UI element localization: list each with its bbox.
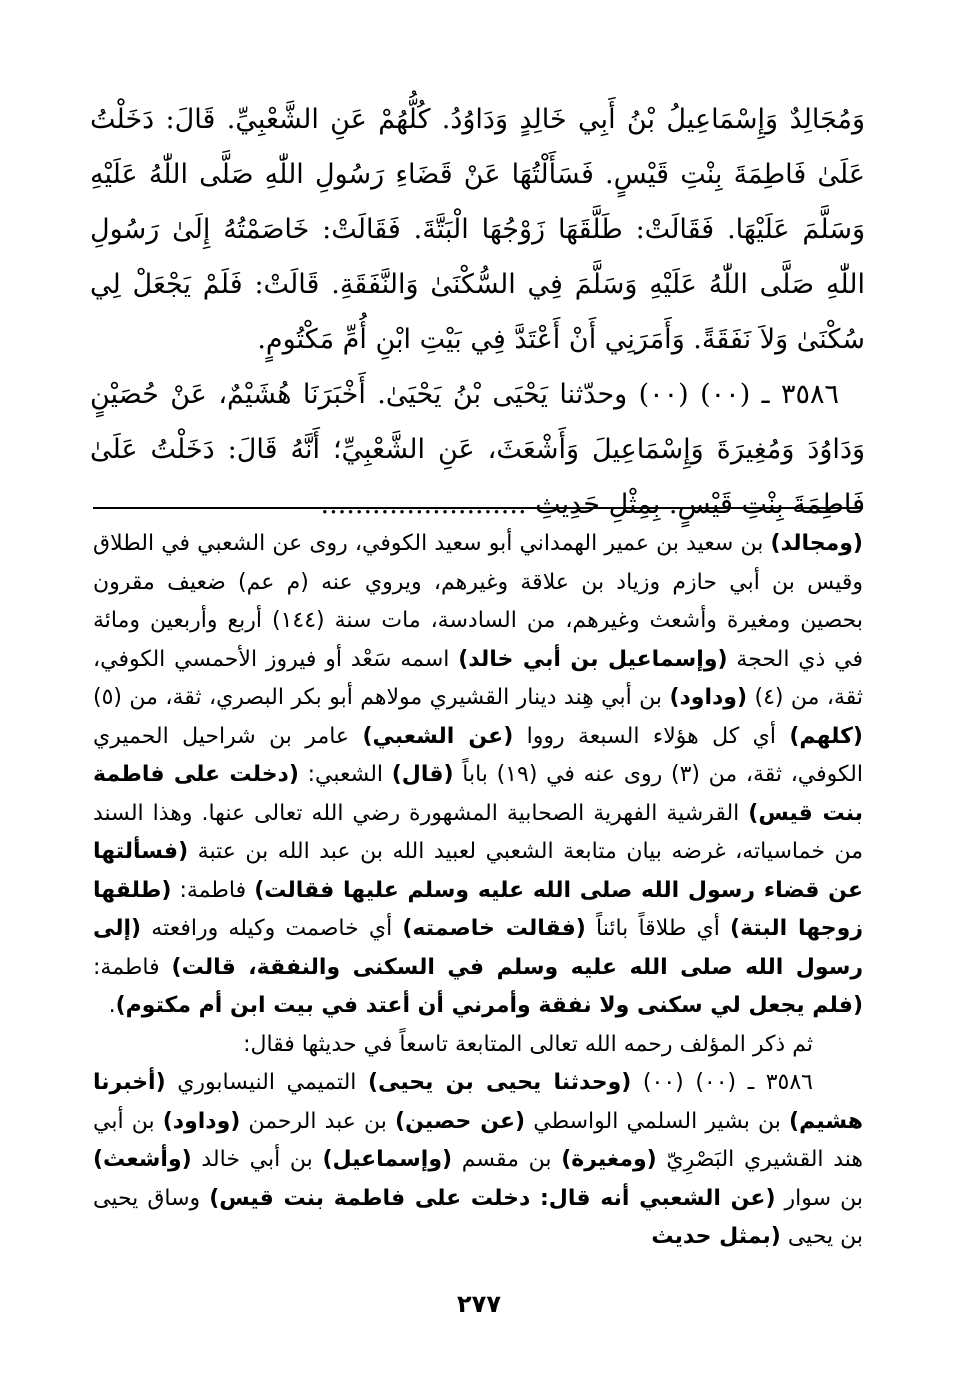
- bold-citation: (عن الشعبي أنه قال: دخلت على فاطمة بنت قيس): [209, 1185, 776, 1211]
- commentary-paragraph: ثم ذكر المؤلف رحمه الله تعالى المتابعة تاسعاً في حديثها فقال:: [243, 1031, 813, 1057]
- commentary-text: الشعبي:: [298, 762, 392, 787]
- bold-citation: (وإسماعيل بن أبي خالد): [458, 646, 728, 672]
- bold-citation: (وداود): [162, 1108, 241, 1134]
- commentary-text: ٣٥٨٦ ـ (٠٠) (٠٠): [631, 1070, 813, 1095]
- commentary-text: بن بشير السلمي الواسطي: [525, 1108, 790, 1134]
- commentary-text: القرشية الفهرية الصحابية المشهورة رضي الله تعالى عنها. وهذا السند من خماسياته، غرضه بيان متابعة الشعبي لعبيد الله بن عبد الله بن عتبة: [93, 800, 863, 864]
- bold-citation: (ومجالد): [770, 531, 863, 556]
- bold-citation: (وحدثنا يحيى بن يحيى): [368, 1070, 632, 1095]
- bold-citation: (أخبرنا هشيم): [93, 1070, 863, 1134]
- commentary-text: بن أبي هِند دينار القشيري مولاهم أبو بكر البصري، ثقة، من (٥): [93, 685, 670, 710]
- bold-citation: (قال): [391, 762, 454, 787]
- commentary-text: بن عبد الرحمن: [240, 1108, 396, 1134]
- bold-citation: (وأشعث): [93, 1147, 192, 1172]
- bold-citation: (إلى رسول الله صلى الله عليه وسلم في السكنى والنفقة، قالت): [93, 916, 863, 980]
- bold-citation: (وداود): [669, 685, 748, 710]
- commentary-text: .: [108, 993, 116, 1018]
- commentary-text: عامر بن شراحيل الحميري الكوفي، ثقة، من (٣) روى عنه في (١٩) باباً: [93, 723, 863, 787]
- bold-citation: (فقالت خاصمته): [402, 916, 586, 941]
- commentary-text: فاطمة:: [171, 877, 255, 903]
- commentary-text: بن سعيد بن عمير الهمداني أبو سعيد الكوفي، روى عن الشعبي في الطلاق وقيس بن أبي حازم وزياد بن علاقة وغيرهم، ويروي عنه (م عم) ضعيف مقرون بحصين ومغيرة وأشعث وغيرهم، من السادسة، مات سنة (١٤٤) أربع وأربعين ومائة في ذي الحجة: [93, 531, 863, 672]
- commentary-text: بن أبي خالد: [191, 1147, 323, 1172]
- bold-citation: (كلهم): [789, 723, 863, 749]
- commentary-text: أي كل هؤلاء السبعة رووا: [513, 723, 790, 749]
- commentary-text: التميمي النيسابوري: [165, 1070, 368, 1095]
- bold-citation: (دخلت على فاطمة بنت قيس): [93, 762, 864, 826]
- bold-citation: (عن الشعبي): [362, 723, 514, 749]
- commentary-text: فاطمة:: [93, 954, 172, 980]
- footnote-divider: [93, 507, 863, 509]
- page-number: ٢٧٧: [457, 1290, 501, 1318]
- bold-citation: (عن حصين): [395, 1108, 526, 1134]
- bold-citation: (وإسماعيل): [322, 1147, 453, 1172]
- hadith-text-block: [90, 92, 865, 532]
- bold-citation: (ومغيرة): [561, 1147, 657, 1172]
- commentary-text: بن مقسم: [452, 1147, 562, 1172]
- commentary-text: بن أبي هند القشيري البَصْرِيّ: [93, 1108, 864, 1172]
- hadith-paragraph: ٣٥٨٦ ـ (٠٠) (٠٠) وحدّثنا يَحْيَى بْنُ يَحْيَىٰ. أَخْبَرَنَا هُشَيْمٌ، عَنْ حُصَيْنٍ وَدَاوُدَ وَمُغِيرَةَ وَإِسْمَاعِيلَ وَأَشْعَثَ، عَنِ الشَّعْبِيِّ؛ أَنَّهُ قَالَ: دَخَلْتُ عَلَىٰ فَاطِمَةَ بِنْتِ قَيْسٍ. بِمِثْلِ حَدِيثِ ........................: [90, 379, 865, 520]
- commentary-text: أي خاصمت وكيله ورافعته: [141, 916, 403, 941]
- hadith-paragraph: وَمُجَالِدٌ وَإِسْمَاعِيلُ بْنُ أَبِي خَالِدٍ وَدَاوُدُ. كُلُّهُمْ عَنِ الشَّعْبِيِّ. قَالَ: دَخَلْتُ عَلَىٰ فَاطِمَةَ بِنْتِ قَيْسٍ. فَسَأَلْتُهَا عَنْ قَضَاءِ رَسُولِ اللّٰهِ صَلَّى اللّٰهُ عَلَيْهِ وَسَلَّمَ عَلَيْهَا. فَقَالَتْ: طَلَّقَهَا زَوْجُهَا الْبَتَّةَ. فَقَالَتْ: خَاصَمْتُهُ إِلَىٰ رَسُولِ اللّٰهِ صَلَّى اللّٰهُ عَلَيْهِ وَسَلَّمَ فِي السُّكْنَىٰ وَالنَّفَقَةِ. قَالَتْ: فَلَمْ يَجْعَلْ لِي سُكْنَىٰ وَلاَ نَفَقَةً. وَأَمَرَنِي أَنْ أَعْتَدَّ فِي بَيْتِ ابْنِ أُمِّ مَكْتُومٍ.: [90, 104, 865, 355]
- commentary-paragraph: [93, 1064, 863, 1257]
- commentary-block: [93, 525, 863, 1257]
- commentary-text: اسمه سَعْد أو فيروز الأحمسي الكوفي، ثقة، من (٤): [93, 646, 864, 710]
- commentary-paragraph: [93, 525, 863, 1026]
- bold-citation: (فسألتها عن قضاء رسول الله صلى الله عليه وسلم عليها فقالت): [93, 839, 863, 903]
- bold-citation: (بمثل حديث: [651, 1224, 781, 1249]
- commentary-text: بن سوار: [775, 1185, 863, 1211]
- bold-citation: (فلم يجعل لي سكنى ولا نفقة وأمرني أن أعتد في بيت ابن أم مكتوم): [115, 993, 863, 1018]
- commentary-text: أي طلاقاً بائناً: [585, 916, 731, 941]
- bold-citation: (طلقها زوجها البتة): [93, 877, 863, 941]
- commentary-text: وساق يحيى بن يحيى: [93, 1185, 863, 1249]
